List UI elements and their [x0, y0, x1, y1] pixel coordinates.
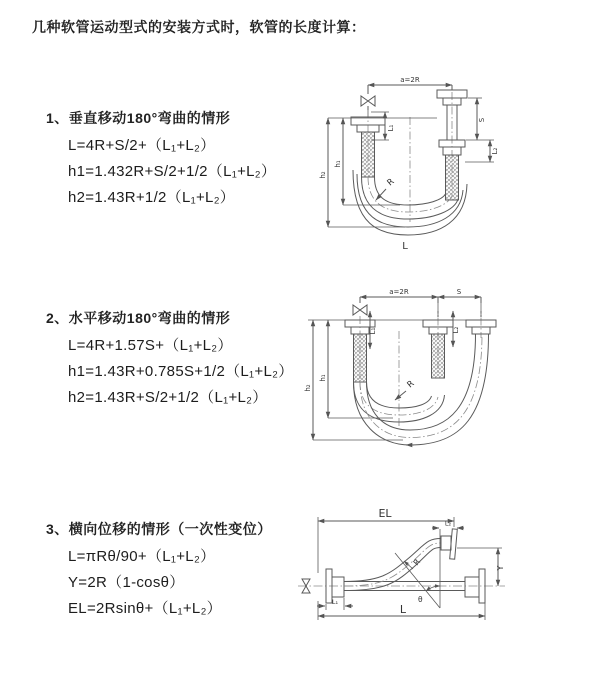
formula-L-1: L=4R+S/2+（L₁+L₂）: [68, 137, 216, 154]
formula-h1-1: h1=1.432R+S/2+1/2（L₁+L₂）: [68, 163, 277, 180]
dim-label-y: Y: [496, 565, 505, 571]
dim-label-h2: h₂: [304, 384, 312, 392]
radius-leader: [376, 189, 386, 200]
valve-icon: [361, 96, 375, 106]
hose-displaced: [344, 539, 441, 591]
section-3-heading: 3、横向位移的情形（一次性变位）: [46, 521, 272, 537]
radius-label: R: [411, 557, 423, 568]
diagram-horizontal-180-bend: [298, 283, 498, 465]
section-2: [46, 308, 294, 414]
dim-label-h2: h₂: [319, 171, 327, 179]
dim-label-l2: L₂: [444, 519, 452, 528]
diagram-lateral-displacement: [293, 503, 513, 653]
formula-h2-1: h2=1.43R+1/2（L₁+L₂）: [68, 189, 236, 206]
dim-label-h1: h₁: [334, 160, 342, 168]
top-flange-displaced: [441, 529, 457, 559]
formula-h1-2: h1=1.43R+0.785S+1/2（L₁+L₂）: [68, 363, 294, 380]
formula-EL-3: EL=2Rsinθ+（L₁+L₂）: [68, 600, 222, 617]
dim-label-a2r: a=2R: [389, 288, 409, 296]
section-1: [46, 108, 276, 214]
dim-label-l1: L₁: [331, 598, 339, 606]
dim-label-l2: L₂: [491, 147, 499, 155]
section-2-heading: 2、水平移动180°弯曲的情形: [46, 310, 231, 326]
dim-label-s: S: [456, 288, 462, 296]
radius-leader: [395, 391, 406, 400]
dim-label-l1: L₁: [387, 124, 395, 132]
length-label: L: [399, 603, 407, 616]
diagram1-labels: [319, 76, 499, 252]
page-title: 几种软管运动型式的安装方式时，软管的长度计算：: [32, 19, 366, 35]
dimension-a2r-s: [360, 297, 481, 317]
centerlines: [360, 303, 481, 427]
section-3: [46, 519, 272, 625]
formula-h2-2: h2=1.43R+S/2+1/2（L₁+L₂）: [68, 389, 268, 406]
centerlines: [368, 92, 452, 222]
radius-label: R: [385, 176, 397, 189]
formula-L-2: L=4R+1.57S+（L₁+L₂）: [68, 337, 233, 354]
radius-label: R: [405, 378, 417, 391]
dimension-s-l2: [465, 98, 494, 162]
hose-u-bend-moved: [354, 334, 489, 445]
dim-label-a2r: a=2R: [400, 76, 420, 84]
angle-label: θ: [418, 595, 423, 604]
valve-icon: [353, 305, 367, 315]
length-label: L: [402, 241, 408, 252]
dim-label-l1: L₁: [369, 327, 377, 335]
dim-label-s: S: [478, 117, 486, 123]
formula-L-3: L=πRθ/90+（L₁+L₂）: [68, 548, 216, 565]
dim-label-l2: L₂: [452, 326, 460, 334]
formula-Y-3: Y=2R（1-cosθ）: [68, 574, 185, 591]
dim-label-el: EL: [378, 507, 392, 520]
section-1-heading: 1、垂直移动180°弯曲的情形: [46, 110, 231, 126]
diagram-vertical-180-bend: [305, 72, 505, 262]
dim-label-h1: h₁: [319, 374, 327, 382]
dimension-el: [318, 517, 454, 573]
